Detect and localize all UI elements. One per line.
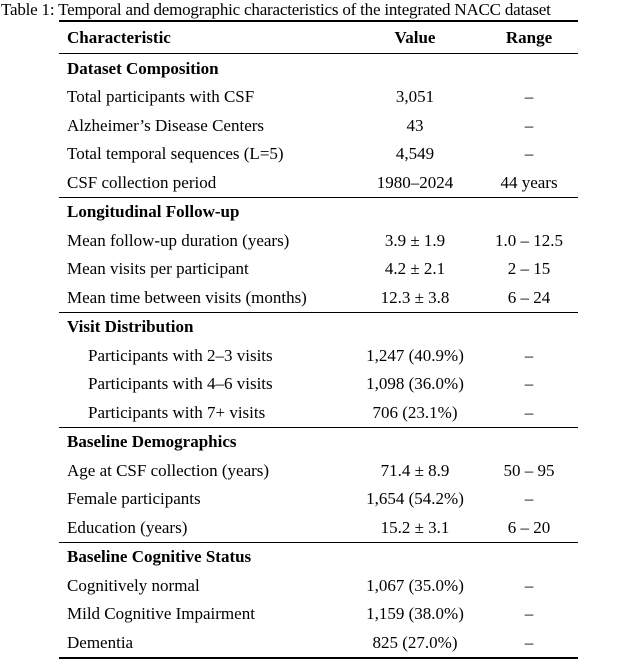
value-cell: 4,549: [395, 144, 435, 164]
column-header-characteristic: Characteristic: [59, 21, 350, 54]
range-cell: –: [524, 489, 534, 509]
characteristic-cell: Dementia: [67, 632, 134, 652]
characteristic-cell: Participants with 7+ visits: [88, 402, 266, 422]
value-cell: 825 (27.0%): [372, 632, 458, 652]
value-cell: 1980–2024: [376, 172, 454, 192]
value-cell: 12.3 ± 3.8: [380, 287, 450, 307]
range-cell: –: [524, 402, 534, 422]
characteristic-cell: CSF collection period: [67, 172, 217, 192]
table-row: [59, 485, 578, 514]
table-row: [59, 140, 578, 169]
table-row: [59, 513, 578, 542]
section-header-row: [59, 197, 578, 226]
value-cell: 1,159 (38.0%): [366, 604, 464, 624]
column-header-range: Range: [480, 21, 578, 54]
value-cell: 1,067 (35.0%): [366, 575, 464, 595]
table-row: [59, 226, 578, 255]
table-header: [59, 21, 578, 54]
range-cell: –: [524, 345, 534, 365]
section-header-row: [59, 54, 578, 83]
value-cell: 1,247 (40.9%): [366, 345, 464, 365]
range-cell: –: [524, 144, 534, 164]
section-header-row: [59, 427, 578, 456]
table-row: [59, 341, 578, 370]
range-cell: 6 – 20: [507, 517, 551, 537]
section-header-row: [59, 312, 578, 341]
table-section: [59, 312, 578, 427]
range-cell: 2 – 15: [507, 259, 551, 279]
section-title: Baseline Cognitive Status: [67, 547, 252, 567]
section-title: Dataset Composition: [67, 58, 219, 78]
table-row: [59, 398, 578, 427]
characteristic-cell: Education (years): [67, 517, 188, 537]
table-row: [59, 571, 578, 600]
range-cell: –: [524, 632, 534, 652]
characteristic-cell: Participants with 4–6 visits: [88, 374, 273, 394]
value-cell: 43: [406, 115, 424, 135]
value-cell: 1,098 (36.0%): [366, 374, 464, 394]
table-row: [59, 111, 578, 140]
value-cell: 4.2 ± 2.1: [384, 259, 446, 279]
value-cell: 1,654 (54.2%): [366, 489, 464, 509]
section-title: Baseline Demographics: [67, 432, 237, 452]
characteristic-cell: Age at CSF collection (years): [67, 460, 270, 480]
characteristic-cell: Participants with 2–3 visits: [88, 345, 273, 365]
section-title: Visit Distribution: [67, 317, 194, 337]
table-row: [59, 628, 578, 658]
table-row: [59, 168, 578, 197]
range-cell: –: [524, 115, 534, 135]
paper-table: [59, 20, 578, 659]
table-section: [59, 427, 578, 542]
range-cell: –: [524, 374, 534, 394]
range-cell: –: [524, 575, 534, 595]
characteristic-cell: Female participants: [67, 489, 201, 509]
value-cell: 3,051: [395, 87, 435, 107]
table-row: [59, 370, 578, 399]
characteristic-cell: Mild Cognitive Impairment: [67, 604, 255, 624]
characteristic-cell: Total participants with CSF: [67, 87, 255, 107]
characteristic-cell: Total temporal sequences (L=5): [67, 144, 284, 164]
table-caption: Table 1: Temporal and demographic characteristics of the integrated NACC dataset: [1, 0, 551, 19]
table-section: [59, 54, 578, 198]
range-cell: 50 – 95: [503, 460, 555, 480]
table-section: [59, 197, 578, 312]
range-cell: 44 years: [500, 172, 558, 192]
header-row: [59, 21, 578, 54]
column-header-value: Value: [350, 21, 480, 54]
range-cell: 1.0 – 12.5: [495, 230, 563, 250]
range-cell: –: [524, 87, 534, 107]
table-row: [59, 83, 578, 112]
characteristic-cell: Cognitively normal: [67, 575, 200, 595]
value-cell: 71.4 ± 8.9: [380, 460, 450, 480]
characteristic-cell: Mean follow-up duration (years): [67, 230, 290, 250]
table-row: [59, 600, 578, 629]
characteristic-cell: Mean time between visits (months): [67, 287, 307, 307]
table-row: [59, 283, 578, 312]
range-cell: 6 – 24: [507, 287, 551, 307]
value-cell: 3.9 ± 1.9: [384, 230, 446, 250]
table-row: [59, 456, 578, 485]
value-cell: 15.2 ± 3.1: [380, 517, 450, 537]
section-header-row: [59, 542, 578, 571]
characteristic-cell: Alzheimer’s Disease Centers: [67, 115, 265, 135]
characteristic-cell: Mean visits per participant: [67, 259, 249, 279]
table-section: [59, 542, 578, 658]
section-title: Longitudinal Follow-up: [67, 202, 240, 222]
range-cell: –: [524, 604, 534, 624]
value-cell: 706 (23.1%): [372, 402, 458, 422]
table-row: [59, 255, 578, 284]
